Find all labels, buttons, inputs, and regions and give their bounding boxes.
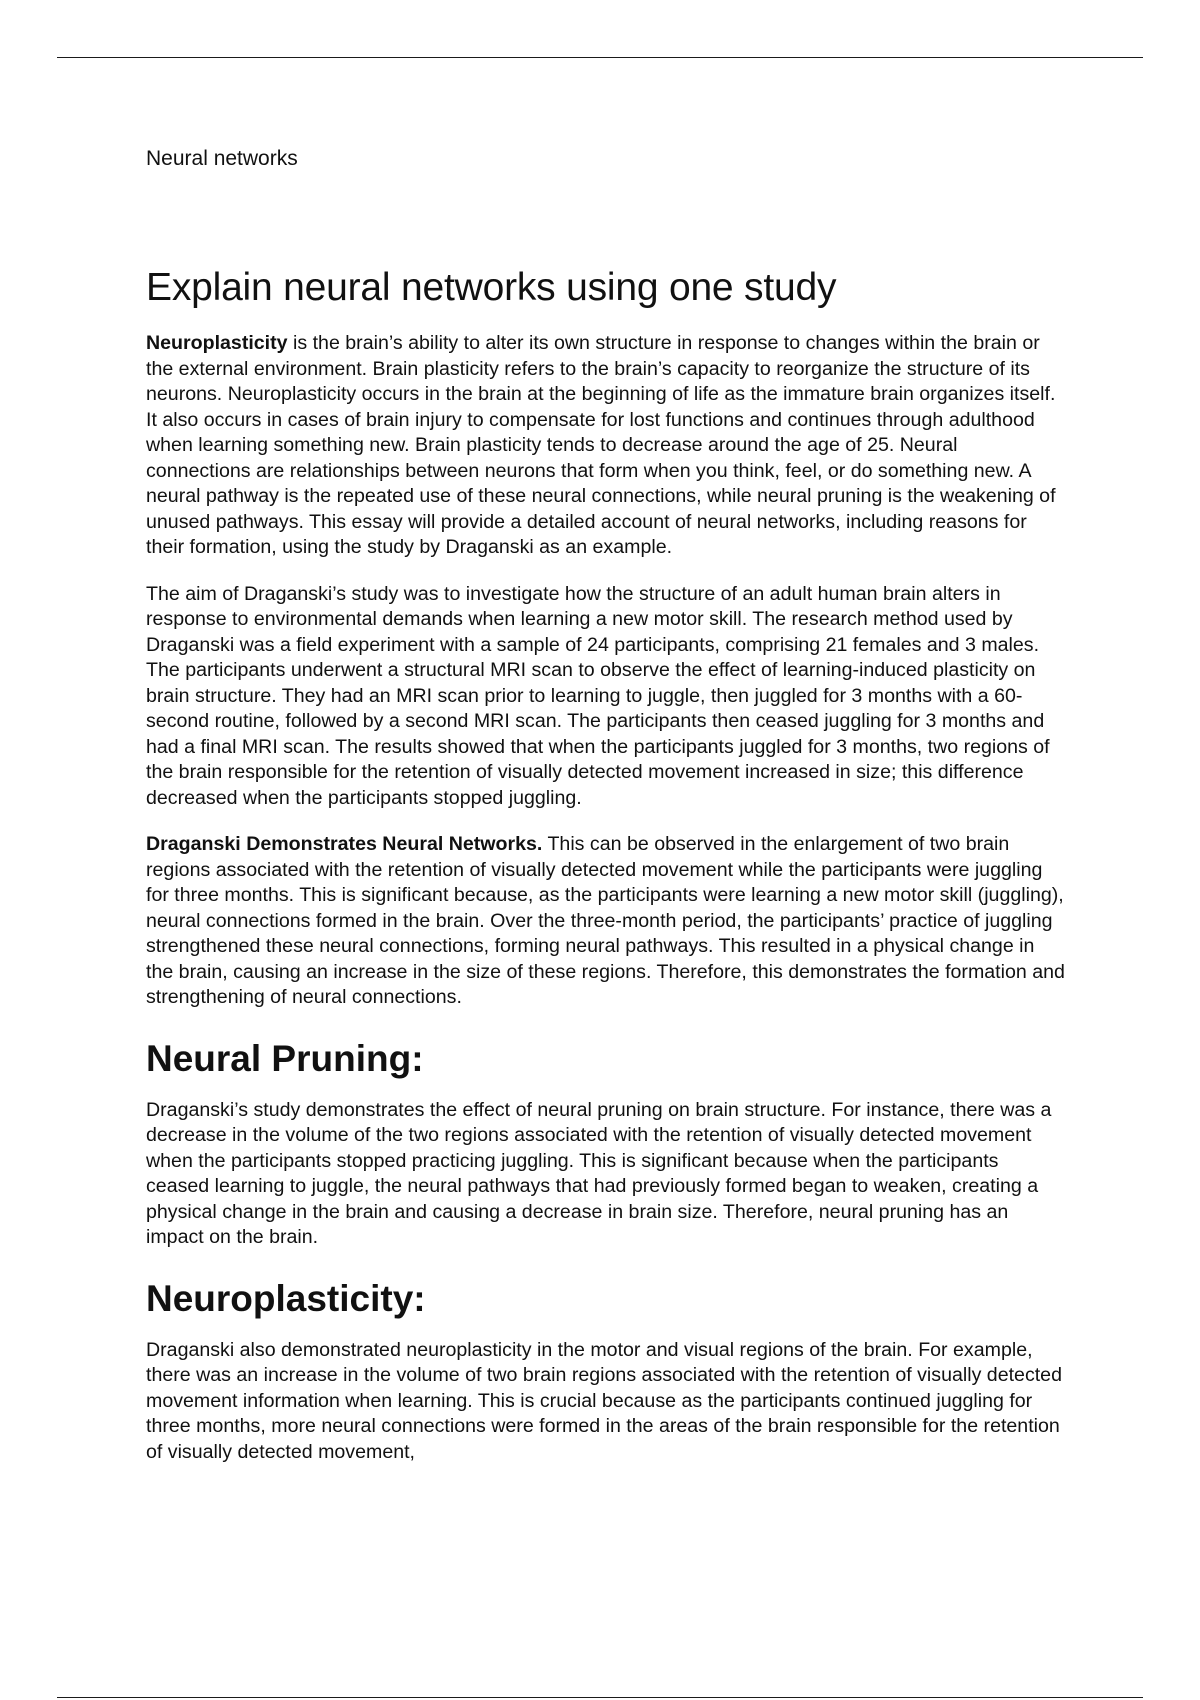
paragraph-neural-pruning: Draganski’s study demonstrates the effect of neural pruning on brain structure. For instance, there was a decrease in the volume of the two regions associated with the retention of visually detected movement when the participants stopped practicing juggling. This is significant because when the participants ceased learning to juggle, the neural pathways that had previously formed began to weaken, creating a physical change in the brain and causing a decrease in brain size. Therefore, neural pruning has an impact on the brain. <box>146 1098 1052 1248</box>
bottom-rule <box>57 1697 1143 1698</box>
paragraph-text: This can be observed in the enlargement of two brain regions associated with the retention of visually detected movement while the participants were juggling for three months. This is significant because, as the participants were learning a new motor skill (juggling), neural connections formed in the brain. Over the three-month period, the participants’ practice of juggling strengthened these neural connections, forming neural pathways. This resulted in a physical change in the brain, causing an increase in the size of these regions. Therefore, this demonstrates the formation and strengthening of neural connections. <box>146 833 1065 1008</box>
paragraph-neuroplasticity: Draganski also demonstrated neuroplasticity in the motor and visual regions of the brain. For example, there was an increase in the volume of two brain regions associated with the retention of visually detected movement information when learning. This is crucial because as the participants continued juggling for three months, more neural connections were formed in the areas of the brain responsible for the retention of visually detected movement, <box>146 1338 1062 1463</box>
top-rule <box>57 57 1143 58</box>
document-header-label: Neural networks <box>146 147 298 170</box>
heading-neural-pruning: Neural Pruning: <box>146 1037 424 1079</box>
paragraph-text: is the brain’s ability to alter its own structure in response to changes within the brain or the external environment. Brain plasticity refers to the brain’s capacity to reorganize the structure of its neurons. Neuroplasticity occurs in the brain at the beginning of life as the immature brain organizes itself. It also occurs in cases of brain injury to compensate for lost functions and continues through adulthood when learning something new. Brain plasticity tends to decrease around the age of 25. Neural connections are relationships between neurons that form when you think, feel, or do something new. A neural pathway is the repeated use of these neural connections, while neural pruning is the weakening of unused pathways. This essay will provide a detailed account of neural networks, including reasons for their formation, using the study by Draganski as an example. <box>146 332 1056 558</box>
document-body <box>146 145 1066 1465</box>
paragraph-study-aim: The aim of Draganski’s study was to investigate how the structure of an adult human brain alters in response to environmental demands when learning a new motor skill. The research method used by Draganski was a field experiment with a sample of 24 participants, comprising 21 females and 3 males. The participants underwent a structural MRI scan to observe the effect of learning-induced plasticity on brain structure. They had an MRI scan prior to learning to juggle, then juggled for 3 months with a 60-second routine, followed by a second MRI scan. The participants then ceased juggling for 3 months and had a final MRI scan. The results showed that when the participants juggled for 3 months, two regions of the brain responsible for the retention of visually detected movement increased in size; this difference decreased when the participants stopped juggling. <box>146 582 1050 809</box>
paragraph-neural-networks <box>146 832 1066 1011</box>
document-title: Explain neural networks using one study <box>146 266 837 309</box>
paragraph-neuroplasticity-intro <box>146 331 1066 561</box>
paragraph-lead-bold: Draganski Demonstrates Neural Networks. <box>146 833 543 855</box>
paragraph-lead-bold: Neuroplasticity <box>146 332 288 354</box>
heading-neuroplasticity: Neuroplasticity: <box>146 1277 426 1319</box>
